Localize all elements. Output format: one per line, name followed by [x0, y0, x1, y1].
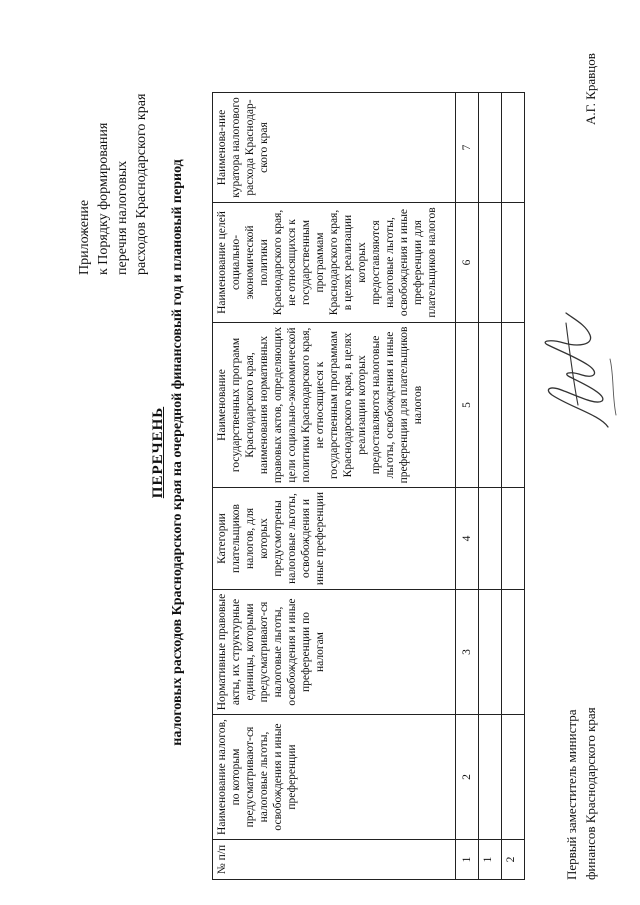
document-subtitle: налоговых расходов Краснодарского края на очередной финансовый год и плановый период	[170, 159, 185, 746]
table-header-row	[213, 93, 456, 880]
table-row	[479, 93, 502, 880]
table-cell	[502, 93, 525, 203]
appendix-line: Приложение	[77, 199, 92, 275]
column-number: 3	[456, 590, 479, 715]
document-title: ПЕРЕЧЕНЬ	[150, 406, 166, 499]
header-cell-legal-acts: Нормативные правовые акты, их структурные единицы, которыми предусматривают-ся налоговые льготы, освобождения и иные преференции по налогам	[213, 590, 456, 715]
header-cell-payer-categories: Категории плательщиков налогов, для которых предусмотрены налоговые льготы, освобождения и иные преференции	[213, 488, 456, 590]
appendix-note	[75, 15, 151, 275]
header-cell-programs: Наименование государственных программ Краснодарского края, наименования нормативных правовых актов, определяющих цели социально-экономической политики Краснодарского края, не относящиеся к государственным программам Краснодарского края, в целях реализации которых предоставляются налоговые льготы, освобождения и иные преференции для плательщиков налогов	[213, 323, 456, 488]
table-cell	[502, 715, 525, 840]
column-number: 5	[456, 323, 479, 488]
signer-position	[562, 707, 600, 880]
table-cell	[479, 715, 502, 840]
column-number: 7	[456, 93, 479, 203]
header-cell-curator: Наименова-ние куратора налогового расхода Краснодар-ского края	[213, 93, 456, 203]
table-cell	[479, 488, 502, 590]
signer-line: финансов Краснодарского края	[583, 707, 598, 880]
appendix-line: расходов Краснодарского края	[134, 93, 149, 275]
header-cell-taxes: Наименование налогов, по которым предусматривают-ся налоговые льготы, освобождения и иные преференции	[213, 715, 456, 840]
header-cell-policy-goals: Наименование целей социально-экономической политики Краснодарского края, не относящихся к государственным программам Краснодарского края, в целях реализации которых предоставляются налоговые льготы, освобождения и иные преференции для плательщиков налогов	[213, 203, 456, 323]
handwritten-signature	[530, 305, 625, 435]
table-row	[502, 93, 525, 880]
signer-line: Первый заместитель министра	[564, 709, 579, 880]
column-number: 1	[456, 840, 479, 880]
column-number-row	[456, 93, 479, 880]
appendix-line: перечня налоговых	[115, 160, 130, 275]
table-cell	[502, 590, 525, 715]
signer-name: А.Г. Кравцов	[583, 53, 598, 125]
column-number: 2	[456, 715, 479, 840]
column-number: 4	[456, 488, 479, 590]
table-cell	[502, 323, 525, 488]
table-cell	[479, 323, 502, 488]
tax-expenditure-table	[212, 92, 525, 880]
table-cell	[479, 93, 502, 203]
header-cell-number: № п/п	[213, 840, 456, 880]
table-cell	[479, 203, 502, 323]
row-number: 1	[479, 840, 502, 880]
row-number: 2	[502, 840, 525, 880]
table-cell	[479, 590, 502, 715]
table-cell	[502, 488, 525, 590]
appendix-line: к Порядку формирования	[96, 122, 111, 275]
column-number: 6	[456, 203, 479, 323]
table-cell	[502, 203, 525, 323]
